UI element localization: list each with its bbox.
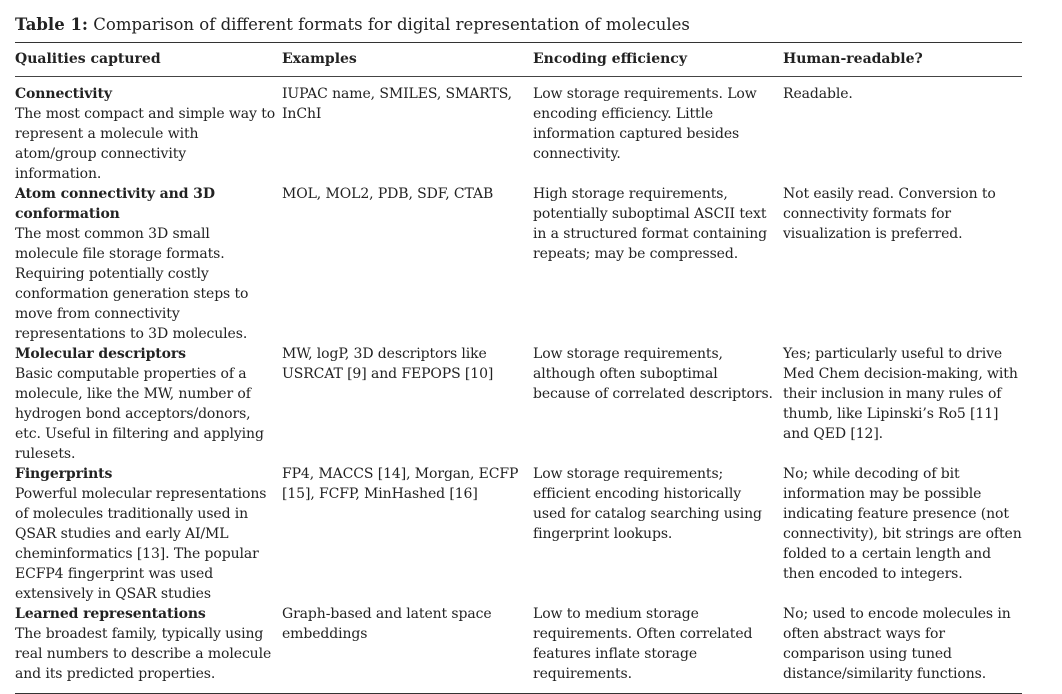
encoding-cell: Low storage requirements; efficient encoding historically used for catalog searching using fingerprint lookups. xyxy=(533,466,762,542)
readable-cell: Not easily read. Conversion to connectivity formats for visualization is preferred. xyxy=(783,186,996,242)
examples-cell: MW, logP, 3D descriptors like USRCAT [9] and FEPOPS [10] xyxy=(282,346,494,382)
header-qualities: Qualities captured xyxy=(15,51,161,67)
table-caption xyxy=(15,14,1022,36)
examples-cell: MOL, MOL2, PDB, SDF, CTAB xyxy=(282,186,494,202)
category-description: Basic computable properties of a molecule, like the MW, number of hydrogen bond acceptors/donors, etc. Useful in filtering and applying rulesets. xyxy=(15,366,264,462)
category-title: Connectivity xyxy=(15,86,112,102)
examples-cell: FP4, MACCS [14], Morgan, ECFP [15], FCFP, MinHashed [16] xyxy=(282,466,519,502)
qualities-cell xyxy=(15,344,282,464)
table-header-row xyxy=(15,43,1022,77)
category-description: The most compact and simple way to represent a molecule with atom/group connectivity information. xyxy=(15,106,276,182)
qualities-cell xyxy=(15,184,282,344)
readable-cell: Readable. xyxy=(783,86,853,102)
table-row xyxy=(15,604,1022,694)
readable-cell: No; used to encode molecules in often abstract ways for comparison using tuned distance/similarity functions. xyxy=(783,606,1011,682)
encoding-cell: High storage requirements, potentially suboptimal ASCII text in a structured format containing repeats; may be compressed. xyxy=(533,186,768,262)
category-title: Atom connectivity and 3D conformation xyxy=(15,186,215,222)
examples-cell: IUPAC name, SMILES, SMARTS, InChI xyxy=(282,86,513,122)
readable-cell: No; while decoding of bit information may be possible indicating feature presence (not connectivity), bit strings are often folded to a certain length and then encoded to integers. xyxy=(783,466,1022,582)
category-description: The most common 3D small molecule file storage formats. Requiring potentially costly conformation generation steps to move from connectivity representations to 3D molecules. xyxy=(15,226,249,342)
category-title: Molecular descriptors xyxy=(15,346,186,362)
table-row xyxy=(15,344,1022,464)
qualities-cell xyxy=(15,604,282,694)
examples-cell: Graph-based and latent space embeddings xyxy=(282,606,492,642)
encoding-cell: Low storage requirements, although often suboptimal because of correlated descriptors. xyxy=(533,346,773,402)
table-caption-label: Table 1: xyxy=(15,15,89,34)
header-examples: Examples xyxy=(282,51,357,67)
table-figure xyxy=(15,14,1022,694)
encoding-cell: Low to medium storage requirements. Often correlated features inflate storage requirements. xyxy=(533,606,753,682)
table-row xyxy=(15,184,1022,344)
readable-cell: Yes; particularly useful to drive Med Chem decision-making, with their inclusion in many rules of thumb, like Lipinski’s Ro5 [11] and QED [12]. xyxy=(783,346,1018,442)
category-title: Fingerprints xyxy=(15,466,113,482)
category-description: The broadest family, typically using real numbers to describe a molecule and its predicted properties. xyxy=(15,626,272,682)
category-description: Powerful molecular representations of molecules traditionally used in QSAR studies and early AI/ML cheminformatics [13]. The popular ECFP4 fingerprint was used extensively in QSAR studies xyxy=(15,486,267,602)
table-row xyxy=(15,77,1022,185)
table-caption-text: Comparison of different formats for digital representation of molecules xyxy=(88,15,690,34)
comparison-table xyxy=(15,42,1022,694)
encoding-cell: Low storage requirements. Low encoding efficiency. Little information captured besides connectivity. xyxy=(533,86,757,162)
category-title: Learned representations xyxy=(15,606,206,622)
qualities-cell xyxy=(15,77,282,185)
table-row xyxy=(15,464,1022,604)
header-readable: Human-readable? xyxy=(783,51,923,67)
qualities-cell xyxy=(15,464,282,604)
header-encoding: Encoding efficiency xyxy=(533,51,687,67)
